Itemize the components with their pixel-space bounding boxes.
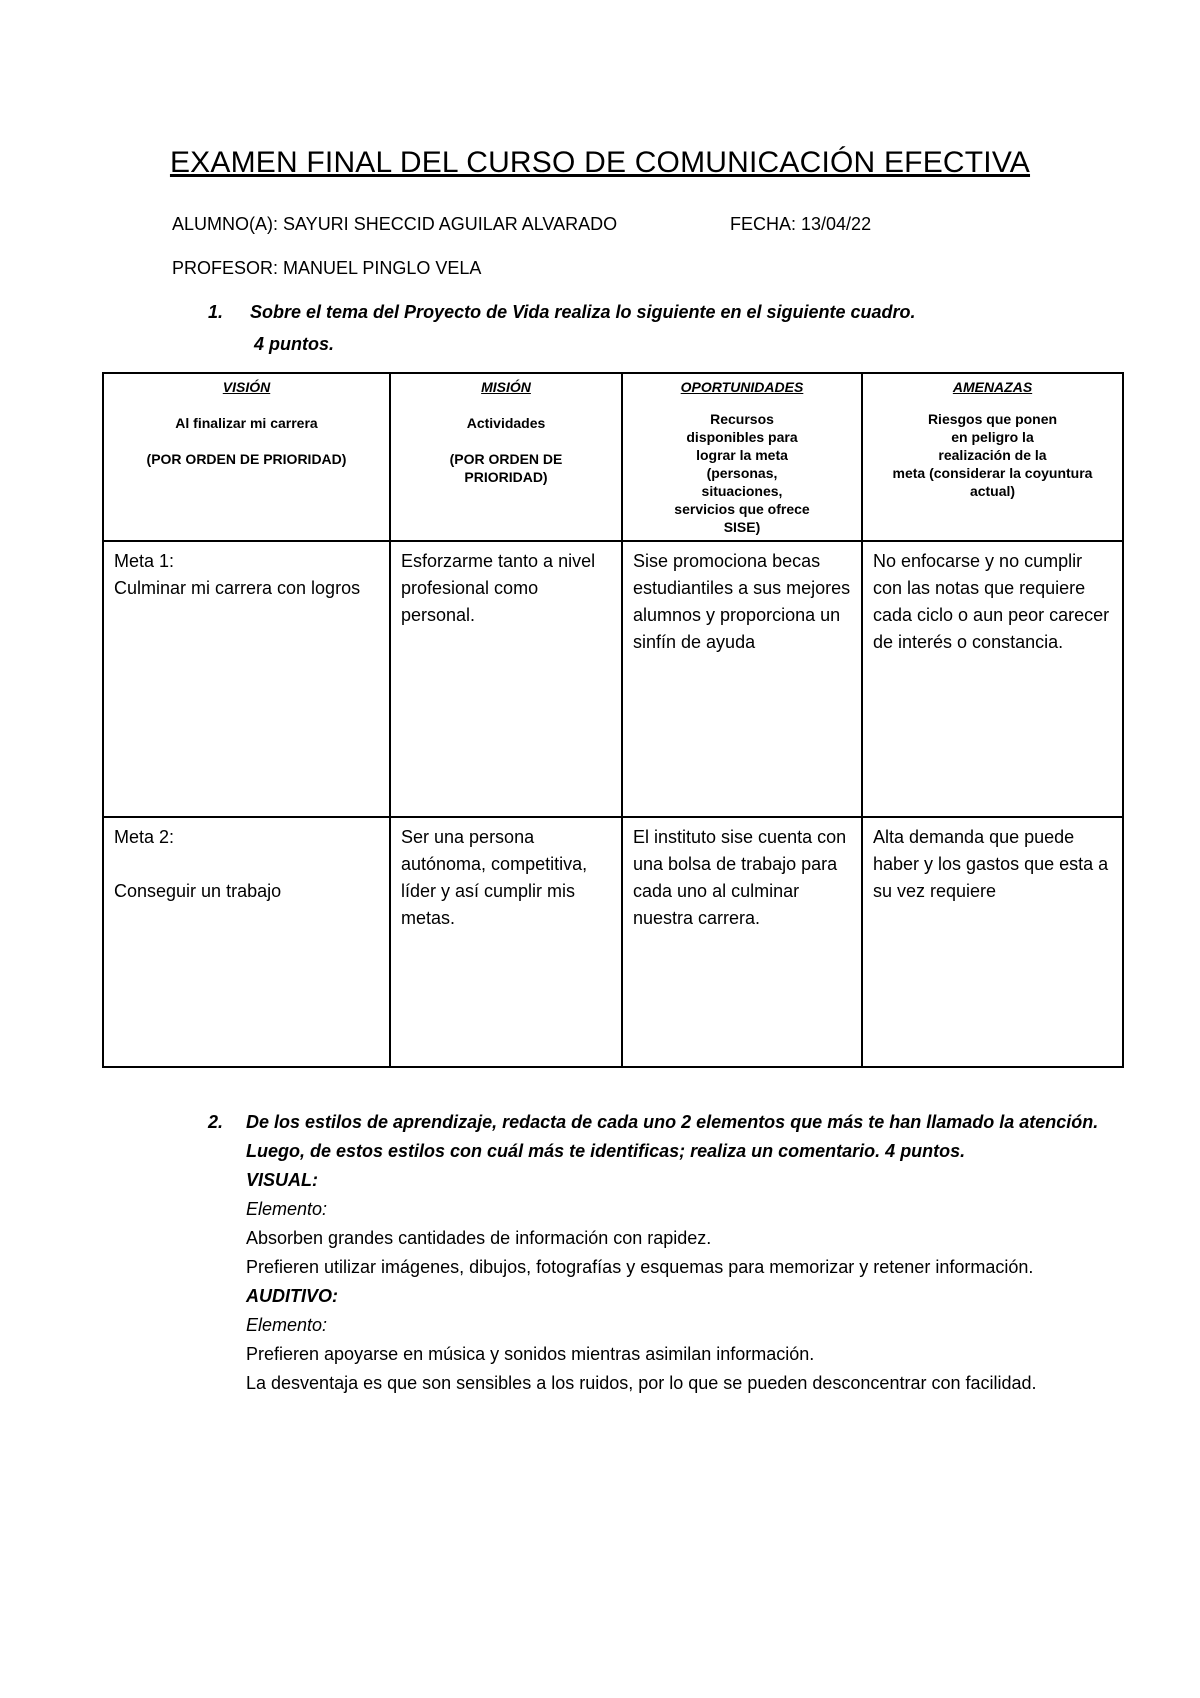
header-amenazas-description: Riesgos que ponen en peligro la realización de la meta (considerar la coyuntura actual) <box>892 411 1093 499</box>
question-1-points: 4 puntos. <box>254 334 334 354</box>
row2-amenazas: Alta demanda que puede haber y los gastos que esta a su vez requiere <box>862 817 1123 1067</box>
row2-mision: Ser una persona autónoma, competitiva, líder y así cumplir mis metas. <box>390 817 622 1067</box>
header-vision <box>103 373 390 541</box>
auditivo-heading: AUDITIVO: <box>246 1286 338 1306</box>
student-name: ALUMNO(A): SAYURI SHECCID AGUILAR ALVARADO <box>172 214 618 234</box>
header-mision-title: MISIÓN <box>481 379 531 395</box>
header-mision-subtitle: Actividades <box>466 415 546 431</box>
row1-oportunidades: Sise promociona becas estudiantiles a sus mejores alumnos y proporciona un sinfín de ayuda <box>622 541 862 817</box>
visual-item: Absorben grandes cantidades de información con rapidez. <box>246 1228 712 1248</box>
header-amenazas-title: AMENAZAS <box>952 379 1033 395</box>
header-vision-subtitle: Al finalizar mi carrera <box>175 415 318 431</box>
auditivo-item: Prefieren apoyarse en música y sonidos mientras asimilan información. <box>246 1344 815 1364</box>
exam-date: FECHA: 13/04/22 <box>730 214 872 234</box>
question-2-number: 2. <box>208 1112 224 1132</box>
table-header-row <box>103 373 1123 541</box>
question-1-number: 1. <box>208 302 224 322</box>
auditivo-item: La desventaja es que son sensibles a los ruidos, por lo que se pueden desconcentrar con facilidad. <box>246 1373 1037 1393</box>
row1-vision: Meta 1: Culminar mi carrera con logros <box>103 541 390 817</box>
exam-title: EXAMEN FINAL DEL CURSO DE COMUNICACIÓN EFECTIVA <box>169 146 1031 179</box>
row2-vision: Meta 2: Conseguir un trabajo <box>103 817 390 1067</box>
header-mision <box>390 373 622 541</box>
table-row <box>103 541 1123 817</box>
visual-item: Prefieren utilizar imágenes, dibujos, fotografías y esquemas para memorizar y retener información. <box>246 1257 1034 1277</box>
header-vision-title: VISIÓN <box>222 379 271 395</box>
question-1-text: Sobre el tema del Proyecto de Vida realiza lo siguiente en el siguiente cuadro. <box>250 302 916 322</box>
table-row <box>103 817 1123 1067</box>
question-2-body <box>246 1108 1106 1398</box>
header-oportunidades-description: Recursos disponibles para lograr la meta (personas, situaciones, servicios que ofrece SISE) <box>674 411 810 535</box>
header-oportunidades-title: OPORTUNIDADES <box>680 379 804 395</box>
visual-heading: VISUAL: <box>246 1170 318 1190</box>
row2-oportunidades: El instituto sise cuenta con una bolsa de trabajo para cada uno al culminar nuestra carrera. <box>622 817 862 1067</box>
header-mision-note: (POR ORDEN DE PRIORIDAD) <box>449 451 563 485</box>
row1-mision: Esforzarme tanto a nivel profesional como personal. <box>390 541 622 817</box>
question-2-text: De los estilos de aprendizaje, redacta de cada uno 2 elementos que más te han llamado la atención. Luego, de estos estilos con cuál más te identificas; realiza un comentario. 4 puntos. <box>246 1112 1099 1161</box>
teacher-name: PROFESOR: MANUEL PINGLO VELA <box>172 258 482 278</box>
auditivo-element-label: Elemento: <box>246 1315 328 1335</box>
header-vision-note: (POR ORDEN DE PRIORIDAD) <box>146 451 347 467</box>
life-project-table <box>102 372 1124 1068</box>
visual-element-label: Elemento: <box>246 1199 328 1219</box>
header-amenazas <box>862 373 1123 541</box>
header-oportunidades <box>622 373 862 541</box>
row1-amenazas: No enfocarse y no cumplir con las notas que requiere cada ciclo o aun peor carecer de interés o constancia. <box>862 541 1123 817</box>
